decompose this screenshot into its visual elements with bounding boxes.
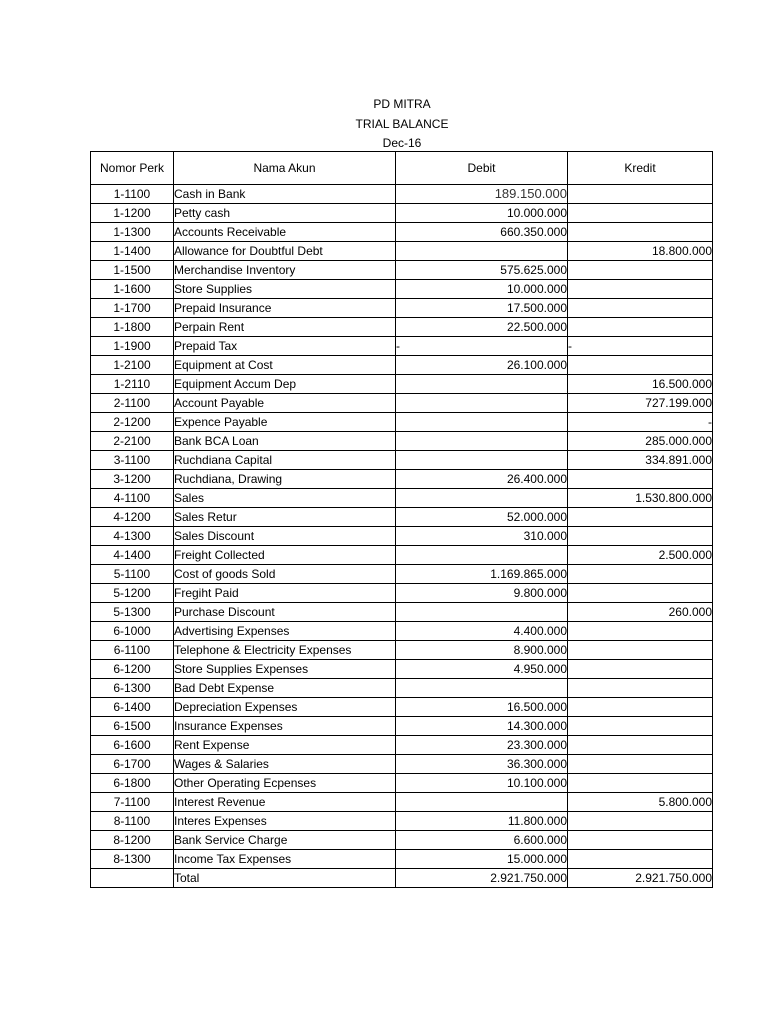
account-code: 1-1100: [91, 185, 174, 204]
account-name: Income Tax Expenses: [174, 850, 396, 869]
account-name: Advertising Expenses: [174, 622, 396, 641]
account-name: Petty cash: [174, 204, 396, 223]
credit-amount: [568, 812, 713, 831]
debit-amount: [396, 793, 568, 812]
column-header-credit: Kredit: [568, 152, 713, 185]
account-code: 6-1400: [91, 698, 174, 717]
credit-amount: [568, 850, 713, 869]
account-name: Merchandise Inventory: [174, 261, 396, 280]
credit-amount: 2.500.000: [568, 546, 713, 565]
credit-amount: [568, 508, 713, 527]
credit-amount: [568, 299, 713, 318]
credit-amount: 1.530.800.000: [568, 489, 713, 508]
debit-amount: [396, 679, 568, 698]
credit-amount: 334.891.000: [568, 451, 713, 470]
account-code: 7-1100: [91, 793, 174, 812]
account-code: 6-1000: [91, 622, 174, 641]
debit-amount: 11.800.000: [396, 812, 568, 831]
table-header-row: [91, 152, 713, 185]
debit-amount: 26.100.000: [396, 356, 568, 375]
credit-amount: [568, 185, 713, 204]
credit-amount: 18.800.000: [568, 242, 713, 261]
table-row: [91, 299, 713, 318]
column-header-debit: Debit: [396, 152, 568, 185]
table-row: [91, 679, 713, 698]
account-name: Ruchdiana Capital: [174, 451, 396, 470]
debit-amount: 6.600.000: [396, 831, 568, 850]
debit-amount: [396, 451, 568, 470]
credit-amount: [568, 698, 713, 717]
table-row: [91, 622, 713, 641]
total-code-cell: [91, 869, 174, 888]
table-row: [91, 793, 713, 812]
account-name: Account Payable: [174, 394, 396, 413]
debit-amount: 52.000.000: [396, 508, 568, 527]
table-row: [91, 337, 713, 356]
account-code: 8-1100: [91, 812, 174, 831]
account-name: Bank Service Charge: [174, 831, 396, 850]
table-row: [91, 375, 713, 394]
table-row: [91, 698, 713, 717]
table-row: [91, 185, 713, 204]
table-row: [91, 318, 713, 337]
account-name: Telephone & Electricity Expenses: [174, 641, 396, 660]
account-name: Wages & Salaries: [174, 755, 396, 774]
account-name: Interes Expenses: [174, 812, 396, 831]
debit-amount: 10.100.000: [396, 774, 568, 793]
account-code: 8-1200: [91, 831, 174, 850]
account-name: Insurance Expenses: [174, 717, 396, 736]
account-code: 8-1300: [91, 850, 174, 869]
account-code: 1-2100: [91, 356, 174, 375]
debit-amount: [396, 432, 568, 451]
account-name: Fregiht Paid: [174, 584, 396, 603]
credit-amount: [568, 261, 713, 280]
account-code: 1-1700: [91, 299, 174, 318]
debit-amount: [396, 413, 568, 432]
account-code: 6-1100: [91, 641, 174, 660]
account-code: 2-1200: [91, 413, 174, 432]
credit-amount: [568, 584, 713, 603]
account-name: Other Operating Ecpenses: [174, 774, 396, 793]
credit-amount: -: [568, 413, 713, 432]
account-name: Sales: [174, 489, 396, 508]
debit-amount: 10.000.000: [396, 280, 568, 299]
account-name: Equipment Accum Dep: [174, 375, 396, 394]
account-code: 1-1500: [91, 261, 174, 280]
account-code: 2-2100: [91, 432, 174, 451]
table-row: [91, 242, 713, 261]
account-name: Ruchdiana, Drawing: [174, 470, 396, 489]
total-credit: 2.921.750.000: [568, 869, 713, 888]
table-row: [91, 831, 713, 850]
debit-amount: 9.800.000: [396, 584, 568, 603]
credit-amount: 727.199.000: [568, 394, 713, 413]
account-name: Bad Debt Expense: [174, 679, 396, 698]
debit-amount: [396, 546, 568, 565]
account-code: 4-1400: [91, 546, 174, 565]
table-row: [91, 204, 713, 223]
debit-amount: 15.000.000: [396, 850, 568, 869]
account-name: Freight Collected: [174, 546, 396, 565]
account-code: 5-1100: [91, 565, 174, 584]
account-code: 1-1300: [91, 223, 174, 242]
table-row: [91, 660, 713, 679]
credit-amount: [568, 717, 713, 736]
account-code: 5-1200: [91, 584, 174, 603]
report-period: Dec-16: [382, 136, 422, 150]
total-row: [91, 869, 713, 888]
debit-amount: -: [396, 337, 568, 356]
account-code: 1-1800: [91, 318, 174, 337]
account-name: Prepaid Insurance: [174, 299, 396, 318]
account-code: 6-1500: [91, 717, 174, 736]
debit-amount: 36.300.000: [396, 755, 568, 774]
debit-amount: [396, 603, 568, 622]
table-row: [91, 603, 713, 622]
account-name: Interest Revenue: [174, 793, 396, 812]
trial-balance-table: [90, 151, 713, 888]
account-name: Store Supplies: [174, 280, 396, 299]
credit-amount: [568, 204, 713, 223]
credit-amount: [568, 223, 713, 242]
table-row: [91, 641, 713, 660]
table-row: [91, 356, 713, 375]
account-name: Cash in Bank: [174, 185, 396, 204]
company-name: PD MITRA: [373, 97, 431, 111]
debit-amount: 23.300.000: [396, 736, 568, 755]
total-debit: 2.921.750.000: [396, 869, 568, 888]
debit-amount: 310.000: [396, 527, 568, 546]
debit-amount: [396, 489, 568, 508]
credit-amount: 285.000.000: [568, 432, 713, 451]
debit-amount: 8.900.000: [396, 641, 568, 660]
credit-amount: [568, 565, 713, 584]
account-code: 1-2110: [91, 375, 174, 394]
table-row: [91, 432, 713, 451]
debit-amount: 26.400.000: [396, 470, 568, 489]
table-row: [91, 736, 713, 755]
credit-amount: [568, 755, 713, 774]
credit-amount: -: [568, 337, 713, 356]
debit-amount: [396, 394, 568, 413]
account-code: 3-1100: [91, 451, 174, 470]
total-label: Total: [174, 869, 396, 888]
account-name: Depreciation Expenses: [174, 698, 396, 717]
account-code: 6-1200: [91, 660, 174, 679]
debit-amount: [396, 242, 568, 261]
debit-amount: [396, 375, 568, 394]
table-row: [91, 584, 713, 603]
table-row: [91, 508, 713, 527]
account-code: 6-1700: [91, 755, 174, 774]
credit-amount: [568, 660, 713, 679]
account-name: Cost of goods Sold: [174, 565, 396, 584]
account-code: 1-1600: [91, 280, 174, 299]
account-code: 4-1200: [91, 508, 174, 527]
debit-amount: 189.150.000: [396, 185, 568, 204]
table-row: [91, 280, 713, 299]
debit-amount: 22.500.000: [396, 318, 568, 337]
table-row: [91, 489, 713, 508]
debit-amount: 16.500.000: [396, 698, 568, 717]
debit-amount: 17.500.000: [396, 299, 568, 318]
credit-amount: 5.800.000: [568, 793, 713, 812]
credit-amount: [568, 679, 713, 698]
credit-amount: 260.000: [568, 603, 713, 622]
account-code: 4-1100: [91, 489, 174, 508]
account-code: 4-1300: [91, 527, 174, 546]
credit-amount: [568, 527, 713, 546]
table-row: [91, 717, 713, 736]
column-header-name: Nama Akun: [174, 152, 396, 185]
credit-amount: [568, 280, 713, 299]
account-name: Sales Retur: [174, 508, 396, 527]
debit-amount: 660.350.000: [396, 223, 568, 242]
table-row: [91, 451, 713, 470]
table-row: [91, 470, 713, 489]
account-name: Expence Payable: [174, 413, 396, 432]
debit-amount: 1.169.865.000: [396, 565, 568, 584]
column-header-code: Nomor Perk: [91, 152, 174, 185]
debit-amount: 4.950.000: [396, 660, 568, 679]
credit-amount: [568, 318, 713, 337]
credit-amount: [568, 831, 713, 850]
account-name: Sales Discount: [174, 527, 396, 546]
account-name: Purchase Discount: [174, 603, 396, 622]
table-row: [91, 261, 713, 280]
account-name: Store Supplies Expenses: [174, 660, 396, 679]
account-name: Allowance for Doubtful Debt: [174, 242, 396, 261]
account-name: Bank BCA Loan: [174, 432, 396, 451]
account-name: Perpain Rent: [174, 318, 396, 337]
account-code: 3-1200: [91, 470, 174, 489]
account-name: Equipment at Cost: [174, 356, 396, 375]
debit-amount: 10.000.000: [396, 204, 568, 223]
account-name: Prepaid Tax: [174, 337, 396, 356]
credit-amount: [568, 774, 713, 793]
table-row: [91, 413, 713, 432]
credit-amount: [568, 356, 713, 375]
account-code: 5-1300: [91, 603, 174, 622]
table-row: [91, 812, 713, 831]
credit-amount: [568, 470, 713, 489]
credit-amount: [568, 641, 713, 660]
account-code: 2-1100: [91, 394, 174, 413]
table-row: [91, 223, 713, 242]
table-row: [91, 527, 713, 546]
credit-amount: [568, 736, 713, 755]
table-row: [91, 565, 713, 584]
account-code: 6-1300: [91, 679, 174, 698]
table-row: [91, 774, 713, 793]
debit-amount: 14.300.000: [396, 717, 568, 736]
table-row: [91, 394, 713, 413]
table-row: [91, 546, 713, 565]
account-name: Accounts Receivable: [174, 223, 396, 242]
account-code: 1-1200: [91, 204, 174, 223]
credit-amount: 16.500.000: [568, 375, 713, 394]
debit-amount: 4.400.000: [396, 622, 568, 641]
account-code: 6-1800: [91, 774, 174, 793]
debit-amount: 575.625.000: [396, 261, 568, 280]
table-row: [91, 850, 713, 869]
credit-amount: [568, 622, 713, 641]
table-row: [91, 755, 713, 774]
report-title: TRIAL BALANCE: [355, 117, 449, 131]
account-code: 6-1600: [91, 736, 174, 755]
account-name: Rent Expense: [174, 736, 396, 755]
account-code: 1-1900: [91, 337, 174, 356]
account-code: 1-1400: [91, 242, 174, 261]
table-body: [91, 185, 713, 869]
